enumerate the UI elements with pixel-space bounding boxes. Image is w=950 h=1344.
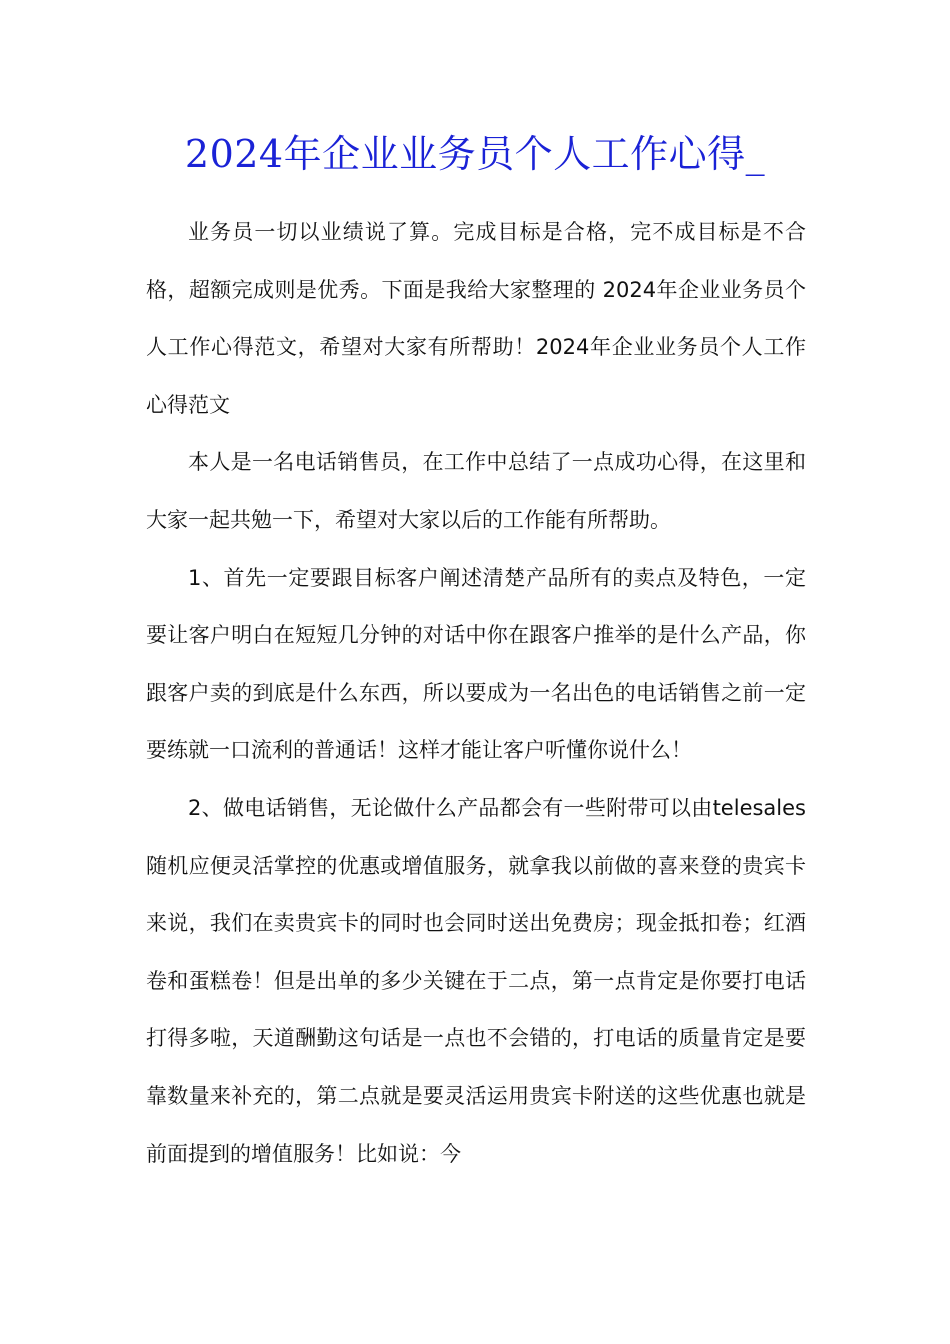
- paragraph-self-intro: 本人是一名电话销售员，在工作中总结了一点成功心得，在这里和大家一起共勉一下，希望对大家以后的工作能有所帮助。: [146, 450, 806, 532]
- paragraph-point-2: 2、做电话销售，无论做什么产品都会有一些附带可以由telesales随机应便灵活掌控的优惠或增值服务，就拿我以前做的喜来登的贵宾卡来说，我们在卖贵宾卡的同时也会同时送出免费房；现金抵扣卷；红酒卷和蛋糕卷！但是出单的多少关键在于二点，第一点肯定是你要打电话打得多啦，天道酬勤这句话是一点也不会错的，打电话的质量肯定是要靠数量来补充的，第二点就是要灵活运用贵宾卡附送的这些优惠也就是前面提到的增值服务！比如说：今: [146, 795, 806, 1166]
- paragraph-point-1: 1、首先一定要跟目标客户阐述清楚产品所有的卖点及特色，一定要让客户明白在短短几分钟的对话中你在跟客户推举的是什么产品，你跟客户卖的到底是什么东西，所以要成为一名出色的电话销售之前一定要练就一口流利的普通话！这样才能让客户听懂你说什么！: [146, 565, 806, 763]
- document-body: [146, 204, 806, 1183]
- paragraph-intro: 业务员一切以业绩说了算。完成目标是合格，完不成目标是不合格，超额完成则是优秀。下面是我给大家整理的 2024年企业业务员个人工作心得范文，希望对大家有所帮助！2024年企业业务员个人工作心得范文: [146, 220, 806, 417]
- document-title: 2024年企业业务员个人工作心得_: [184, 132, 766, 176]
